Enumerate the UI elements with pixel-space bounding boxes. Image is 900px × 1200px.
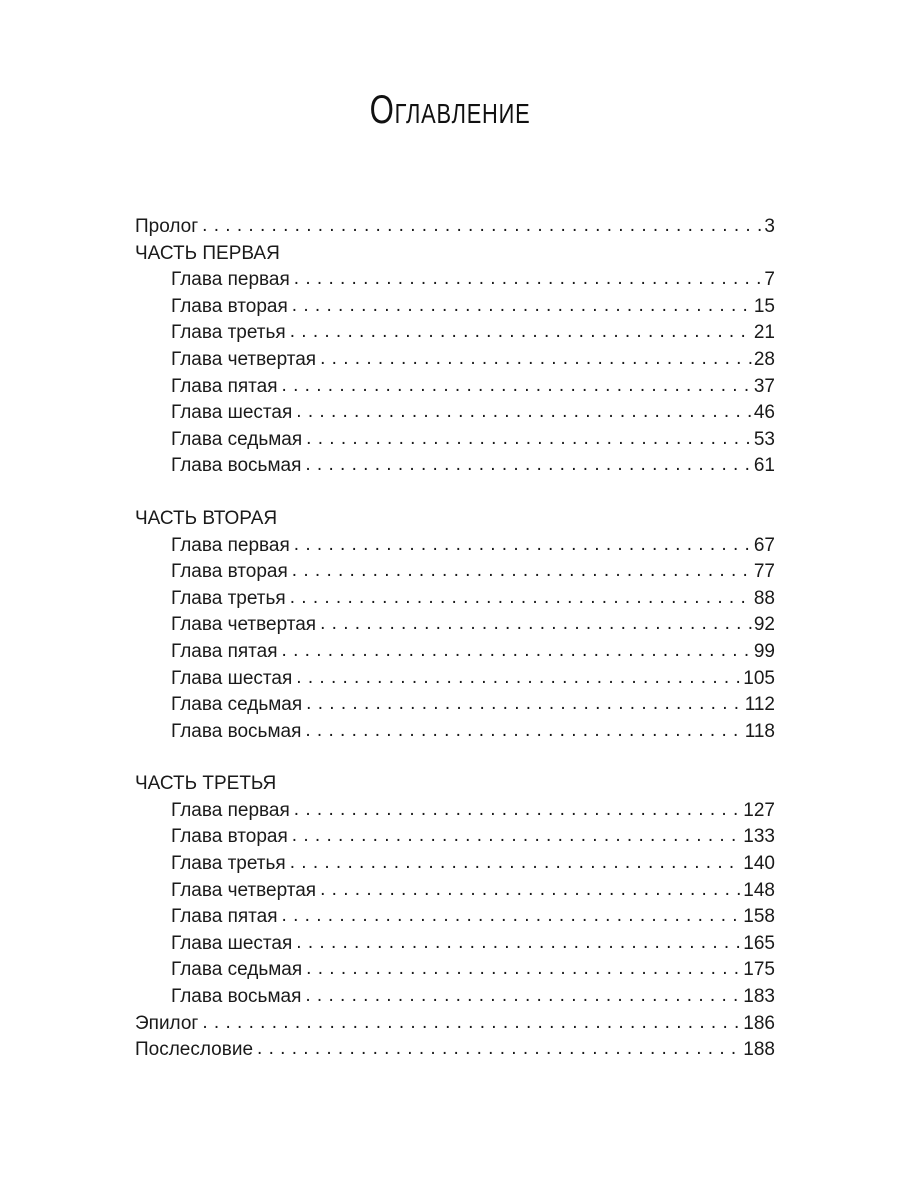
toc-entry-label: Глава третья xyxy=(171,587,286,609)
toc-entry-label: Пролог xyxy=(135,216,199,237)
toc-entry-page: 46 xyxy=(753,402,775,424)
toc-entry-label: Глава пятая xyxy=(171,375,278,397)
leader-dots xyxy=(306,956,741,983)
toc-entry xyxy=(135,427,775,454)
toc-entry xyxy=(135,666,775,693)
leader-dots xyxy=(292,558,752,585)
toc-entry-label: Глава шестая xyxy=(171,402,293,424)
toc-entry xyxy=(135,374,775,401)
leader-dots xyxy=(306,691,743,718)
toc-entry-page: 186 xyxy=(743,1012,775,1034)
toc-entry-page: 112 xyxy=(744,694,775,716)
toc-entry-label: Глава первая xyxy=(171,269,290,291)
toc-entry-label: Глава шестая xyxy=(171,932,293,954)
part-heading-label: ЧАСТЬ ВТОРАЯ xyxy=(135,507,278,529)
toc-entry-label: Эпилог xyxy=(135,1012,199,1034)
leader-dots xyxy=(282,638,752,665)
leader-dots xyxy=(294,532,752,559)
leader-dots xyxy=(290,319,752,346)
leader-dots xyxy=(282,903,742,930)
toc-entry-page: 53 xyxy=(753,428,775,450)
toc-entry-page: 61 xyxy=(753,455,775,477)
toc-entry xyxy=(135,984,775,1011)
toc-entry-label: Глава четвертая xyxy=(171,614,317,636)
leader-dots xyxy=(305,983,741,1010)
toc-entry-page: 99 xyxy=(753,640,775,662)
toc-entry-label: Глава седьмая xyxy=(171,428,303,450)
toc-entry xyxy=(135,878,775,905)
toc-entry-label: Глава восьмая xyxy=(171,455,302,477)
toc-entry-page: 3 xyxy=(764,216,775,237)
toc-entry-page: 118 xyxy=(744,720,775,742)
toc-entry-label: Глава четвертая xyxy=(171,879,317,901)
toc-entry-page: 92 xyxy=(753,614,775,636)
leader-dots xyxy=(282,373,752,400)
leader-dots xyxy=(296,399,752,426)
toc-entry-epilogue xyxy=(135,1011,775,1038)
toc-entry-page: 37 xyxy=(753,375,775,397)
leader-dots xyxy=(292,823,742,850)
toc-entry xyxy=(135,639,775,666)
toc-entry-label: Глава вторая xyxy=(171,826,288,848)
toc-entry xyxy=(135,559,775,586)
leader-dots xyxy=(294,266,763,293)
part-heading-label: ЧАСТЬ ПЕРВАЯ xyxy=(135,242,280,264)
toc-entry-label: Глава восьмая xyxy=(171,720,302,742)
toc-entry-page: 127 xyxy=(743,799,775,821)
part-heading-3 xyxy=(135,771,775,798)
leader-dots xyxy=(294,797,742,824)
toc-entry-page: 88 xyxy=(753,587,775,609)
toc-entry-label: Глава третья xyxy=(171,853,286,875)
toc-entry-page: 188 xyxy=(743,1039,775,1061)
toc-entry-page: 77 xyxy=(753,561,775,583)
part-heading-1 xyxy=(135,241,775,268)
leader-dots xyxy=(202,1010,741,1037)
page-title: Оглавление xyxy=(369,88,531,132)
toc-entry-label: Послесловие xyxy=(135,1039,254,1061)
toc-entry xyxy=(135,957,775,984)
toc-entry xyxy=(135,347,775,374)
toc-entry-label: Глава пятая xyxy=(171,640,278,662)
toc-entry-label: Глава вторая xyxy=(171,561,288,583)
toc-entry-label: Глава вторая xyxy=(171,295,288,317)
toc-entry-afterword xyxy=(135,1037,775,1064)
toc-entry-page: 7 xyxy=(764,269,775,291)
toc-entry-page: 105 xyxy=(743,667,775,689)
toc-entry-page: 148 xyxy=(743,879,775,901)
part-heading-label: ЧАСТЬ ТРЕТЬЯ xyxy=(135,773,277,795)
toc-entry-page: 140 xyxy=(743,853,775,875)
toc-entry xyxy=(135,798,775,825)
toc-entry xyxy=(135,612,775,639)
toc-entry xyxy=(135,719,775,746)
toc-entry-page: 183 xyxy=(743,986,775,1008)
leader-dots xyxy=(202,213,762,240)
part-heading-2 xyxy=(135,506,775,533)
toc-entry-label: Глава третья xyxy=(171,322,286,344)
toc-entry-label: Глава первая xyxy=(171,534,290,556)
toc-entry xyxy=(135,824,775,851)
toc-entry-page: 133 xyxy=(743,826,775,848)
toc-entry-label: Глава шестая xyxy=(171,667,293,689)
leader-dots xyxy=(296,930,741,957)
leader-dots xyxy=(306,426,752,453)
toc-entry-page: 158 xyxy=(743,906,775,928)
toc-entry xyxy=(135,320,775,347)
toc-entry xyxy=(135,931,775,958)
leader-dots xyxy=(292,293,752,320)
toc-entry-page: 165 xyxy=(743,932,775,954)
leader-dots xyxy=(320,346,752,373)
toc-entry-page: 21 xyxy=(753,322,775,344)
toc-entry-page: 28 xyxy=(753,348,775,370)
toc-entry-label: Глава четвертая xyxy=(171,348,317,370)
toc-entry-label: Глава пятая xyxy=(171,906,278,928)
toc-entry xyxy=(135,400,775,427)
leader-dots xyxy=(320,611,752,638)
toc-entry xyxy=(135,586,775,613)
leader-dots xyxy=(290,585,752,612)
toc-entry xyxy=(135,851,775,878)
toc-entry xyxy=(135,904,775,931)
toc-entry-page: 67 xyxy=(753,534,775,556)
leader-dots xyxy=(320,877,741,904)
toc-entry xyxy=(135,533,775,560)
toc-entry xyxy=(135,453,775,480)
toc-entry-label: Глава восьмая xyxy=(171,986,302,1008)
toc-entry xyxy=(135,267,775,294)
toc-entry-label: Глава седьмая xyxy=(171,959,303,981)
toc-entry-label: Глава первая xyxy=(171,799,290,821)
leader-dots xyxy=(296,665,741,692)
leader-dots xyxy=(290,850,742,877)
toc-entry-page: 15 xyxy=(753,295,775,317)
table-of-contents xyxy=(135,214,775,1064)
leader-dots xyxy=(305,452,751,479)
toc-entry-label: Глава седьмая xyxy=(171,694,303,716)
leader-dots xyxy=(257,1036,741,1063)
toc-entry xyxy=(135,294,775,321)
toc-entry xyxy=(135,692,775,719)
toc-entry-prologue xyxy=(135,214,775,241)
leader-dots xyxy=(305,718,742,745)
toc-entry-page: 175 xyxy=(743,959,775,981)
